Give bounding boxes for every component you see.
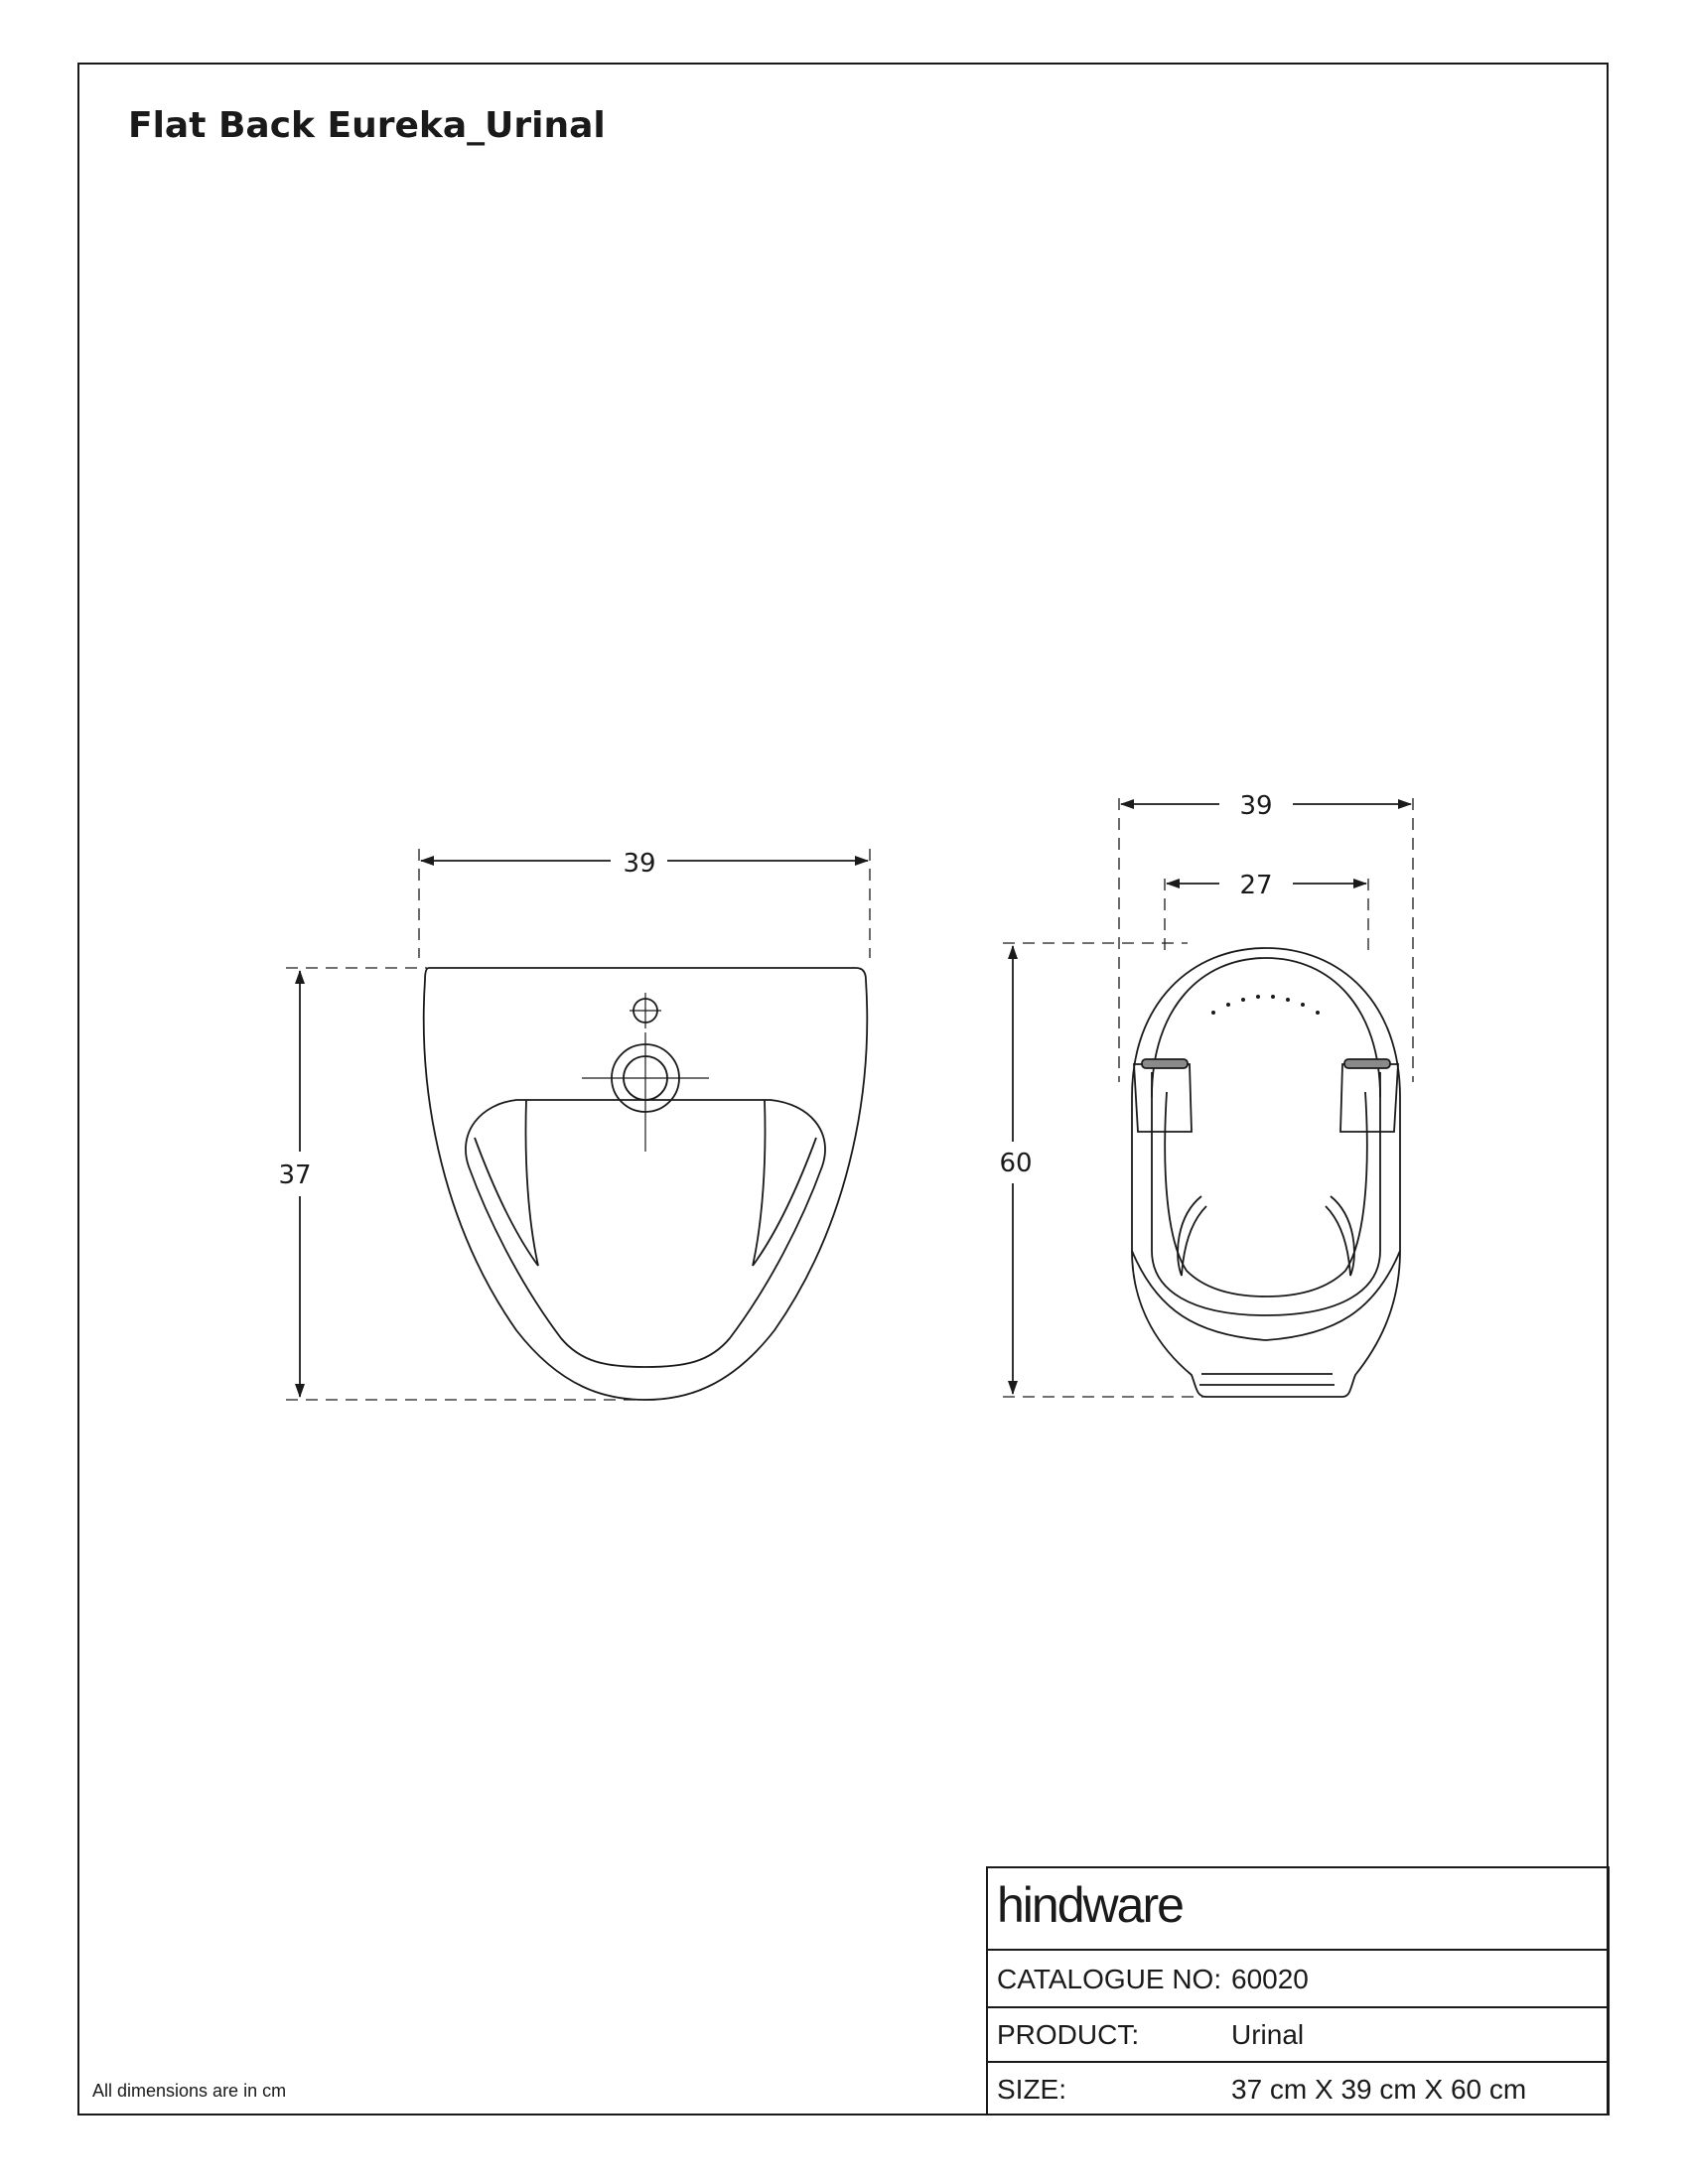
side-lower-lip bbox=[1132, 1251, 1400, 1340]
front-extension-lines bbox=[286, 849, 870, 1400]
side-bowl bbox=[1152, 1072, 1380, 1315]
side-left-lug bbox=[1134, 1064, 1192, 1132]
brand-logo: hindware bbox=[997, 1877, 1183, 1933]
side-inner-width-label: 27 bbox=[1239, 871, 1273, 900]
side-inner-rim bbox=[1152, 958, 1380, 1097]
dimensions-note: All dimensions are in cm bbox=[92, 2081, 287, 2101]
catalogue-value: 60020 bbox=[1231, 1964, 1309, 1994]
size-label: SIZE: bbox=[997, 2074, 1067, 2105]
page-border bbox=[78, 64, 1608, 2115]
side-spray-holes bbox=[1211, 995, 1320, 1015]
side-left-lug-cap bbox=[1142, 1059, 1188, 1068]
side-outer-width-label: 39 bbox=[1239, 791, 1273, 821]
front-width-label: 39 bbox=[623, 849, 656, 879]
side-extension-lines bbox=[1003, 798, 1413, 1397]
size-value: 37 cm X 39 cm X 60 cm bbox=[1231, 2074, 1527, 2105]
side-outer-shell bbox=[1132, 948, 1400, 1397]
side-right-lug bbox=[1340, 1064, 1398, 1132]
side-right-horn bbox=[1326, 1196, 1354, 1276]
front-height-label: 37 bbox=[278, 1160, 312, 1190]
front-view bbox=[286, 849, 870, 1400]
front-right-flank bbox=[753, 1100, 816, 1266]
side-height-label: 60 bbox=[999, 1149, 1033, 1178]
front-left-flank bbox=[475, 1100, 538, 1266]
side-right-lug-cap bbox=[1344, 1059, 1390, 1068]
side-bowl-inner bbox=[1165, 1092, 1367, 1297]
side-view bbox=[1003, 798, 1413, 1397]
side-left-horn bbox=[1178, 1196, 1206, 1276]
product-value: Urinal bbox=[1231, 2019, 1305, 2050]
catalogue-label: CATALOGUE NO: bbox=[997, 1964, 1222, 1994]
side-outlet bbox=[1199, 1374, 1335, 1385]
product-label: PRODUCT: bbox=[997, 2019, 1140, 2050]
drawing-title: Flat Back Eureka_Urinal bbox=[128, 105, 606, 146]
